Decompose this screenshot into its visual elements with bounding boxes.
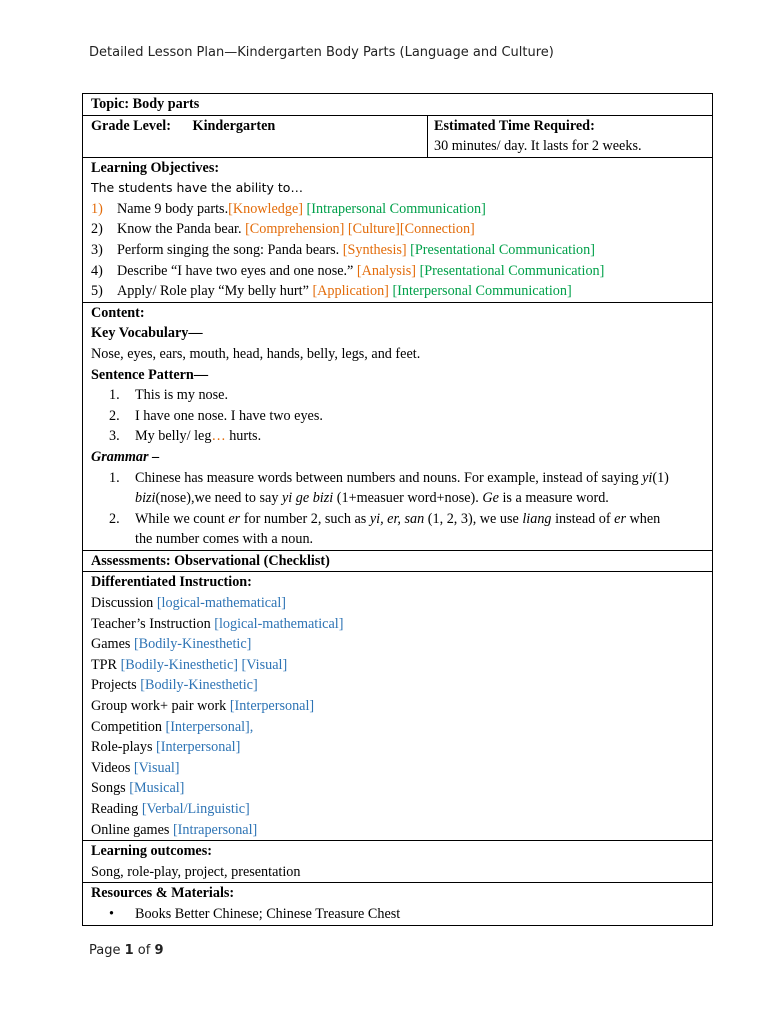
objective-item xyxy=(91,199,704,220)
pattern-text: I have one nose. I have two eyes. xyxy=(135,407,323,424)
page-footer xyxy=(89,943,164,958)
differentiated-heading: Differentiated Instruction: xyxy=(91,574,252,591)
topic-row xyxy=(83,94,712,116)
resource-text: Books Better Chinese; Chinese Treasure Chest xyxy=(135,905,401,922)
grammar-heading: Grammar – xyxy=(91,448,160,465)
pattern-heading: Sentence Pattern— xyxy=(91,366,209,383)
objective-number: 2) xyxy=(91,221,103,238)
pattern-number: 1. xyxy=(109,387,120,404)
differentiated-item: Competition [Interpersonal], xyxy=(91,718,254,735)
objective-item xyxy=(91,281,704,302)
objective-tag: [Presentational Communication] xyxy=(416,262,605,279)
differentiated-item: Online games [Intrapersonal] xyxy=(91,821,258,838)
assessments-row xyxy=(83,551,712,573)
differentiated-item: TPR [Bodily-Kinesthetic] [Visual] xyxy=(91,656,288,673)
objective-tag: [Presentational Communication] xyxy=(406,241,595,258)
objective-text: Name 9 body parts. xyxy=(117,200,229,217)
pattern-item xyxy=(91,385,704,406)
content-heading: Content: xyxy=(91,304,145,321)
differentiated-item: Group work+ pair work [Interpersonal] xyxy=(91,698,315,715)
grade-value: Kindergarten xyxy=(192,117,276,134)
lesson-plan-table xyxy=(82,93,713,926)
time-value: 30 minutes/ day. It lasts for 2 weeks. xyxy=(434,138,642,155)
objective-number: 1) xyxy=(91,200,103,217)
objective-text: Apply/ Role play “My belly hurt” xyxy=(117,283,313,300)
objective-number: 4) xyxy=(91,262,103,279)
objectives-heading: Learning Objectives: xyxy=(91,159,220,176)
objective-tag: [Intrapersonal Communication] xyxy=(302,200,486,217)
objective-tag: [Culture][Connection] xyxy=(344,221,475,238)
differentiated-item: Teacher’s Instruction [logical-mathematical] xyxy=(91,615,344,632)
resource-item xyxy=(91,904,704,925)
bullet-icon: • xyxy=(109,905,114,922)
objective-tag: [Synthesis] xyxy=(342,241,407,258)
pattern-item xyxy=(91,426,704,447)
objective-text: Know the Panda bear. xyxy=(117,221,246,238)
page-total: 9 xyxy=(154,943,164,958)
differentiated-item: Projects [Bodily-Kinesthetic] xyxy=(91,677,258,694)
topic-label: Topic: xyxy=(91,96,130,112)
grade-cell xyxy=(83,116,428,157)
objective-item xyxy=(91,219,704,240)
differentiated-row xyxy=(83,572,712,841)
objective-item xyxy=(91,261,704,282)
grammar-number: 1. xyxy=(109,469,120,486)
pattern-text: hurts. xyxy=(225,428,262,445)
objective-tag: [Comprehension] xyxy=(245,221,345,238)
pattern-number: 2. xyxy=(109,407,120,424)
objective-tag: [Knowledge] xyxy=(228,200,303,217)
objective-tag: [Application] xyxy=(312,283,389,300)
objective-number: 5) xyxy=(91,283,103,300)
outcomes-text: Song, role-play, project, presentation xyxy=(91,863,301,880)
vocab-text: Nose, eyes, ears, mouth, head, hands, belly, legs, and feet. xyxy=(91,345,421,362)
objective-tag: [Interpersonal Communication] xyxy=(388,283,572,300)
objective-text: Perform singing the song: Panda bears. xyxy=(117,241,343,258)
differentiated-item: Reading [Verbal/Linguistic] xyxy=(91,801,250,817)
grammar-item: 2. While we count er for number 2, such as yi, er, san (1, 2, 3), we use liang instead of er when the number comes with a noun. xyxy=(91,509,704,550)
objectives-intro: The students have the ability to… xyxy=(91,180,303,196)
pattern-number: 3. xyxy=(109,428,120,445)
differentiated-item: Songs [Musical] xyxy=(91,780,185,797)
page-number: 1 xyxy=(124,943,134,958)
resources-row xyxy=(83,883,712,924)
document-header: Detailed Lesson Plan—Kindergarten Body Parts (Language and Culture) xyxy=(89,45,554,60)
resources-heading: Resources & Materials: xyxy=(91,885,235,902)
objective-text: Describe “I have two eyes and one nose.” xyxy=(117,262,357,279)
content-row xyxy=(83,303,712,551)
grammar-number: 2. xyxy=(109,510,120,527)
grammar-item: 1. Chinese has measure words between numbers and nouns. For example, instead of saying yi(1) bizi(nose),we need to say yi ge bizi (1+measuer word+nose). Ge is a measure word. xyxy=(91,468,704,509)
outcomes-row xyxy=(83,841,712,883)
differentiated-item: Role-plays [Interpersonal] xyxy=(91,739,241,756)
vocab-heading: Key Vocabulary— xyxy=(91,325,203,342)
time-cell xyxy=(428,116,712,157)
of-word: of xyxy=(133,943,155,958)
objective-item xyxy=(91,240,704,261)
pattern-ellipsis: … xyxy=(211,428,226,445)
differentiated-item: Games [Bodily-Kinesthetic] xyxy=(91,636,252,653)
objective-number: 3) xyxy=(91,241,103,258)
differentiated-item: Discussion [logical-mathematical] xyxy=(91,595,287,612)
objectives-row xyxy=(83,158,712,303)
pattern-text: This is my nose. xyxy=(135,387,229,404)
grade-label: Grade Level: xyxy=(91,117,171,134)
outcomes-heading: Learning outcomes: xyxy=(91,843,212,860)
grade-time-row xyxy=(83,116,712,158)
assessments-text: Assessments: Observational (Checklist) xyxy=(91,552,330,569)
objective-tag: [Analysis] xyxy=(356,262,417,279)
topic-value: Body parts xyxy=(132,96,200,112)
pattern-text: My belly/ leg xyxy=(135,428,212,445)
time-label: Estimated Time Required: xyxy=(434,117,595,134)
differentiated-item: Videos [Visual] xyxy=(91,759,180,776)
page-word: Page xyxy=(89,943,125,958)
pattern-item xyxy=(91,406,704,427)
